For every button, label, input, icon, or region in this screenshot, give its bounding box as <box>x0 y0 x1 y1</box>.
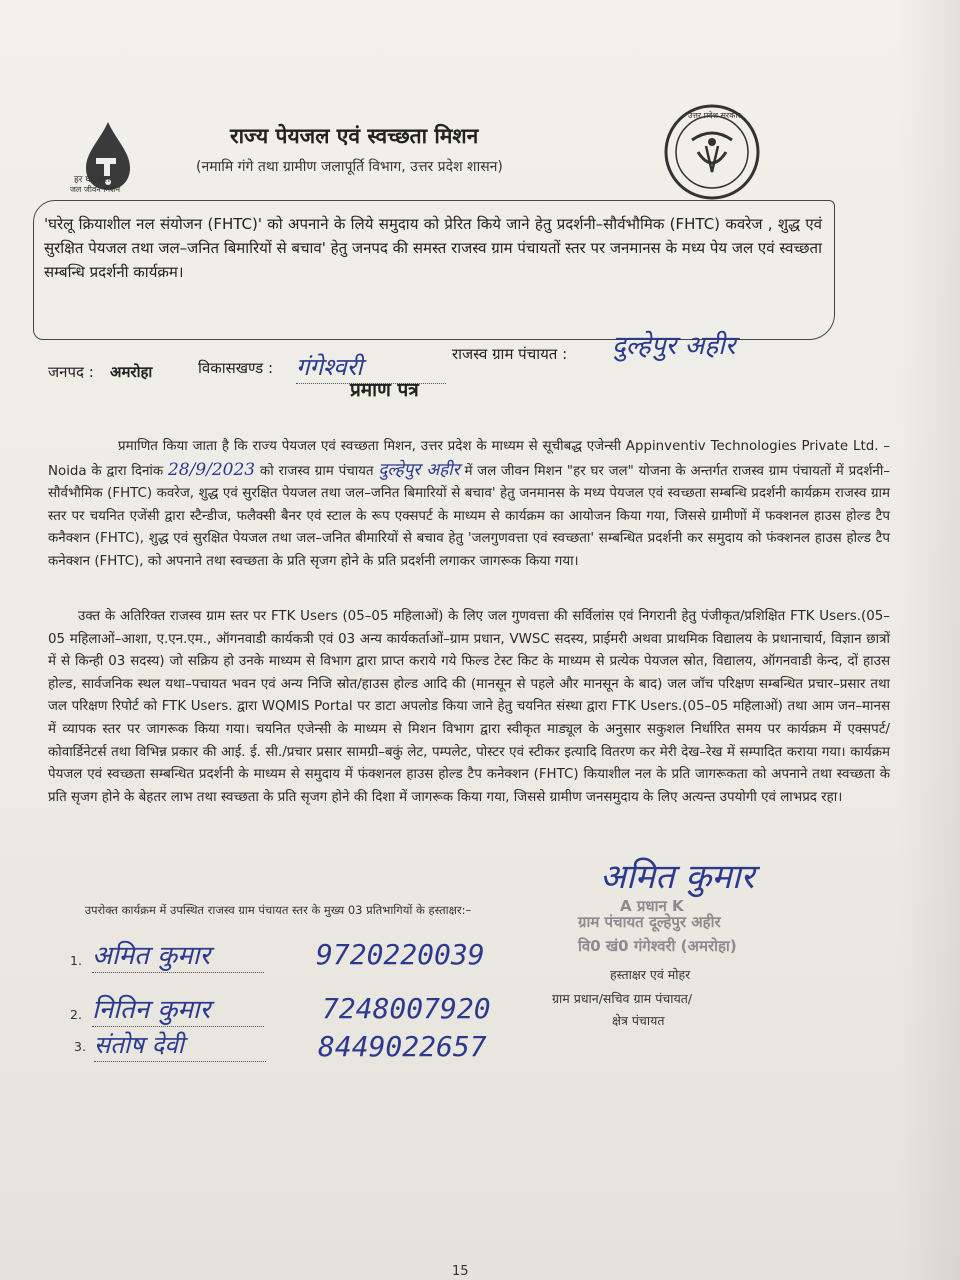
para1-text-c: में जल जीवन मिशन "हर घर जल" योजना के अन्तर्गत राजस्व ग्राम पंचायतों में प्रदर्शनी–सौर्वभौमिक (FHTC) कवरेज, शुद्ध एवं सुरक्षित पेयजल तथा जल–जनित बिमारियों से बचाव' हेतु जनमानस के मध्य पेयजल एवं स्वच्छता सम्बन्धि प्रदर्शनी कार्यक्रम राजस्व ग्राम स्तर पर चयनित एजेंसी द्वारा स्टैन्डीज, फलैक्सी बैनर एवं स्टाल के रूप एक्सपर्ट के माध्यम से कार्यक्रम का आयोजन किया गया, जिससे ग्रामीणों में फक्शनल हाउस होल्ड टैप कनैक्शन (FHTC), शुद्ध एवं सुरक्षित पेयजल तथा जल–जनित बीमारियों से बचाव हेतु 'जलगुणवत्ता एवं स्वच्छता' सम्बन्धित प्रदर्शनी कर समुदाय को फंक्शनल हाउस होल्ड टैप कनेक्शन (FHTC), को अपनाने तथा स्वच्छता के प्रति सृजग होने के प्रति प्रदर्शनी लगाकर जागरूक किया गया। <box>48 463 891 569</box>
logo-left-text-1: हर घर जल <box>74 175 110 185</box>
seal-caption-3: क्षेत्र पंचायत <box>612 1013 665 1028</box>
stamp-line-2: ग्राम पंचायत दूल्हेपुर अहीर <box>578 913 721 931</box>
district-value: अमरोहा <box>110 363 153 381</box>
seal-text: उत्तर प्रदेश सरकार <box>688 111 741 120</box>
stamp-line-3: वि0 खं0 गंगेश्वरी (अमरोहा) <box>578 937 737 955</box>
page-edge-shadow <box>900 0 960 1280</box>
mission-subtitle: (नमामि गंगे तथा ग्रामीण जलापूर्ति विभाग, उत्तर प्रदेश शासन) <box>196 159 503 175</box>
seal-caption-1: हस्ताक्षर एवं मोहर <box>610 967 691 982</box>
participant-signature: नितिन कुमार <box>92 990 264 1027</box>
panchayat-handwritten: दुल्हेपुर अहीर <box>378 459 460 480</box>
participant-number: 2. <box>70 1007 82 1022</box>
participant-row-3 <box>74 1030 487 1063</box>
participant-number: 3. <box>74 1039 86 1054</box>
seal-caption-2: ग्राम प्रधान/सचिव ग्राम पंचायत/ <box>552 991 693 1006</box>
logo-left-text-2: जल जीवन मिशन <box>70 185 121 194</box>
participant-signature: संतोष देवी <box>94 1028 266 1062</box>
mission-title: राज्य पेयजल एवं स्वच्छता मिशन <box>230 124 479 148</box>
certificate-title: प्रमाण पत्र <box>350 379 419 401</box>
block-value-handwritten: गंगेश्वरी <box>296 350 446 384</box>
para1-text-a: प्रमाणित किया जाता है कि राज्य पेयजल एवं स्वच्छता मिशन, उत्तर प्रदेश के माध्यम से सूचीबद्ध एजेन्सी Appinventiv Technologies Private Ltd. – Noida के द्वारा दिनांक <box>48 439 890 479</box>
pradhan-signature: अमित कुमार <box>600 857 755 897</box>
date-handwritten: 28/9/2023 <box>167 459 256 480</box>
program-banner-text: 'घरेलू क्रियाशील नल संयोजन (FHTC)' को अपनाने के लिये समुदाय को प्रेरित किये जाने हेतु प्रदर्शनी–सौर्वभौमिक (FHTC) कवरेज , शुद्ध एवं सुरक्षित पेयजल तथा जल–जनित बिमारियों से बचाव' हेतु जनपद की समस्त राजस्व ग्राम पंचायतों स्तर पर जनमानस के मध्य पेय जल एवं स्वच्छता सम्बन्धि प्रदर्शनी कार्यक्रम। <box>44 215 822 281</box>
district-label: जनपद : <box>48 363 94 381</box>
body-paragraph-2: उक्त के अतिरिक्त राजस्व ग्राम स्तर पर FTK Users (05–05 महिलाओं) के लिए जल गुणवत्ता की सर्विलांस एवं निगरानी हेतु पंजीकृत/प्रशिक्षित FTK Users.(05–05 महिलाओं–आशा, ए.एन.एम., ऑगनवाडी कार्यकत्री एवं 03 अन्य कार्यकर्ताओं–ग्राम प्रधान, VWSC सदस्य, प्राईमरी अथवा प्राथमिक विद्यालय के प्रधानाचार्य, विज्ञान छात्रों में से किन्ही 03 सदस्य) जो सक्रिय हो उनके माध्यम से विभाग द्वारा प्राप्त कराये गये फिल्ड टेस्ट किट के माध्यम से प्रत्येक पेयजल स्रोत, विद्यालय, ऑगनवाडी केन्द, दों हाउस होल्ड, सार्वजनिक स्थल यथा–पचायत भवन एवं अन्य निजि स्रोत/हाउस होल्ड आदि की (मानसून से पहले और मानसून के बाद) जल जॉच परिक्षण सम्बन्धित प्रचार–प्रसार तथा जल परिक्षण रिपोर्ट को FTK Users. द्वारा WQMIS Portal पर डाटा अपलोड किया जाने हेतु चयनित संस्था द्वारा FTK Users.(05–05 महिलाओं) तथा आम जन–मानस में व्यापक स्तर पर जागरूक किया गया। चयनित एजेन्सी के माध्यम से मिशन विभाग द्वारा स्वीकृत माड्यूल के अनुसार सकुशल निर्धारित समय पर कार्यक्रम में एक्सपर्ट/कोवार्डिनेटर्स तथा विभिन्न प्रकार की आई. ई. सी./प्रचार प्रसार सामग्री–बकुं लेट, पम्पलेट, पोस्टर एवं स्टीकर इत्यादि वितरण कर मेरी देख–रेख में सम्पादित कराया गया। कार्यक्रम पेयजल एवं स्वच्छता सम्बन्धित प्रदर्शनी के माध्यम से समुदाय में फंक्शनल हाउस होल्ड टैप कनेक्शन (FHTC) कियाशील नल के प्रति जागरूकता को अपनाने तथा स्वच्छता के प्रति सृजग होने के बेहतर लाभ तथा स्वच्छता के प्रति सृजग होने की दिशा में जागरूक किया गया, जिससे ग्रामीण जनसमुदाय के लिए अत्यन्त उपयोगी एवं लाभप्रद रहा। <box>48 609 890 805</box>
panchayat-label: राजस्व ग्राम पंचायत : <box>452 345 568 363</box>
para1-text-b: को राजस्व ग्राम पंचायत <box>259 463 374 479</box>
participant-phone: 8449022657 <box>318 1030 487 1063</box>
block-label: विकासखण्ड : <box>198 359 274 377</box>
participant-number: 1. <box>70 953 82 968</box>
up-government-seal <box>662 102 762 202</box>
participant-row-1 <box>70 938 485 971</box>
participant-phone: 9720220039 <box>316 938 485 971</box>
page-number: 15 <box>452 1264 469 1279</box>
participant-row-2 <box>70 992 491 1025</box>
stamp-line-1: A प्रधान K <box>620 897 684 915</box>
participant-phone: 7248007920 <box>322 992 491 1025</box>
har-ghar-jal-logo <box>70 118 150 208</box>
panchayat-value-handwritten: दुल्हेपुर अहीर <box>612 331 736 361</box>
participant-signature: अमित कुमार <box>92 936 264 973</box>
participants-signature-note: उपरोक्त कार्यक्रम में उपस्थित राजस्व ग्राम पंचायत स्तर के मुख्य 03 प्रतिभागियों के हस्ताक्षर:– <box>84 903 472 917</box>
body-paragraph-1 <box>48 436 890 574</box>
